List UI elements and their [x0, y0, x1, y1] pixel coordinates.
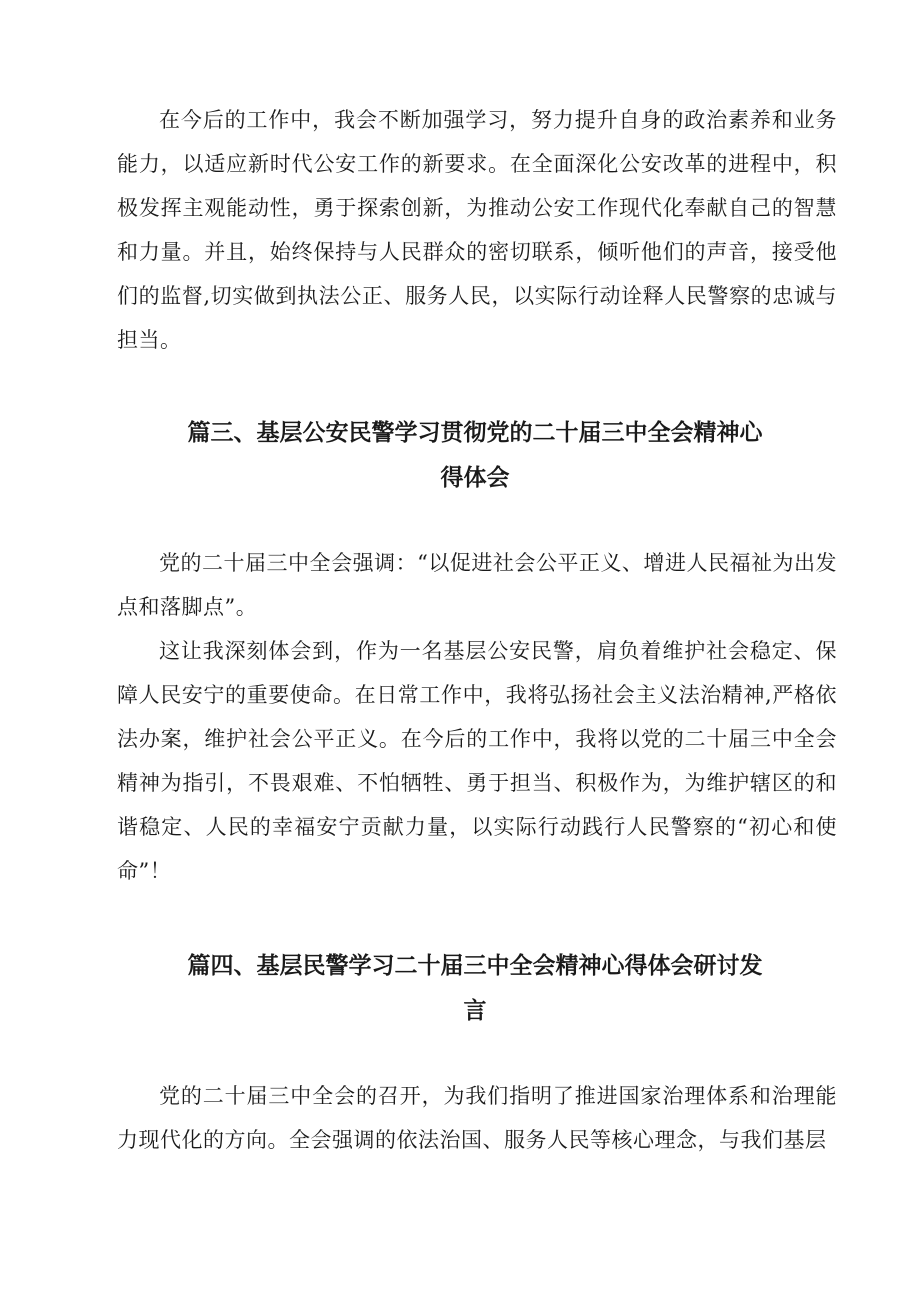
- section-four-heading: [117, 944, 833, 1034]
- paragraph-section-four-intro: 党的二十届三中全会的召开，为我们指明了推进国家治理体系和治理能力现代化的方向。全会强调的依法治国、服务人民等核心理念，与我们基层: [117, 1084, 837, 1152]
- paragraph-plenum-quote: 党的二十届三中全会强调：“以促进社会公平正义、增进人民福祉为出发点和落脚点”。: [117, 551, 837, 619]
- paragraph-closing-section-two: 在今后的工作中，我会不断加强学习，努力提升自身的政治素养和业务能力，以适应新时代公安工作的新要求。在全面深化公安改革的进程中，积极发挥主观能动性，勇于探索创新，为推动公安工作现代化奉献自己的智慧和力量。并且，始终保持与人民群众的密切联系，倾听他们的声音，接受他们的监督,切实做到执法公正、服务人民，以实际行动诠释人民警察的忠诚与担当。: [117, 108, 837, 352]
- section-three-heading-line2: 得体会: [440, 465, 510, 491]
- section-three-heading-line1: 篇三、基层公安民警学习贯彻党的二十届三中全会精神心: [187, 420, 763, 446]
- section-four-heading-line1: 篇四、基层民警学习二十届三中全会精神心得体会研讨发: [187, 953, 763, 979]
- section-three-heading: [117, 411, 833, 501]
- paragraph-section-three-body: 这让我深刻体会到，作为一名基层公安民警，肩负着维护社会稳定、保障人民安宁的重要使命。在日常工作中，我将弘扬社会主义法治精神,严格依法办案，维护社会公平正义。在今后的工作中，我将以党的二十届三中全会精神为指引，不畏艰难、不怕牺牲、勇于担当、积极作为，为维护辖区的和谐稳定、人民的幸福安宁贡献力量，以实际行动践行人民警察的“初心和使命”！: [117, 639, 837, 883]
- section-four-heading-line2: 言: [463, 998, 487, 1024]
